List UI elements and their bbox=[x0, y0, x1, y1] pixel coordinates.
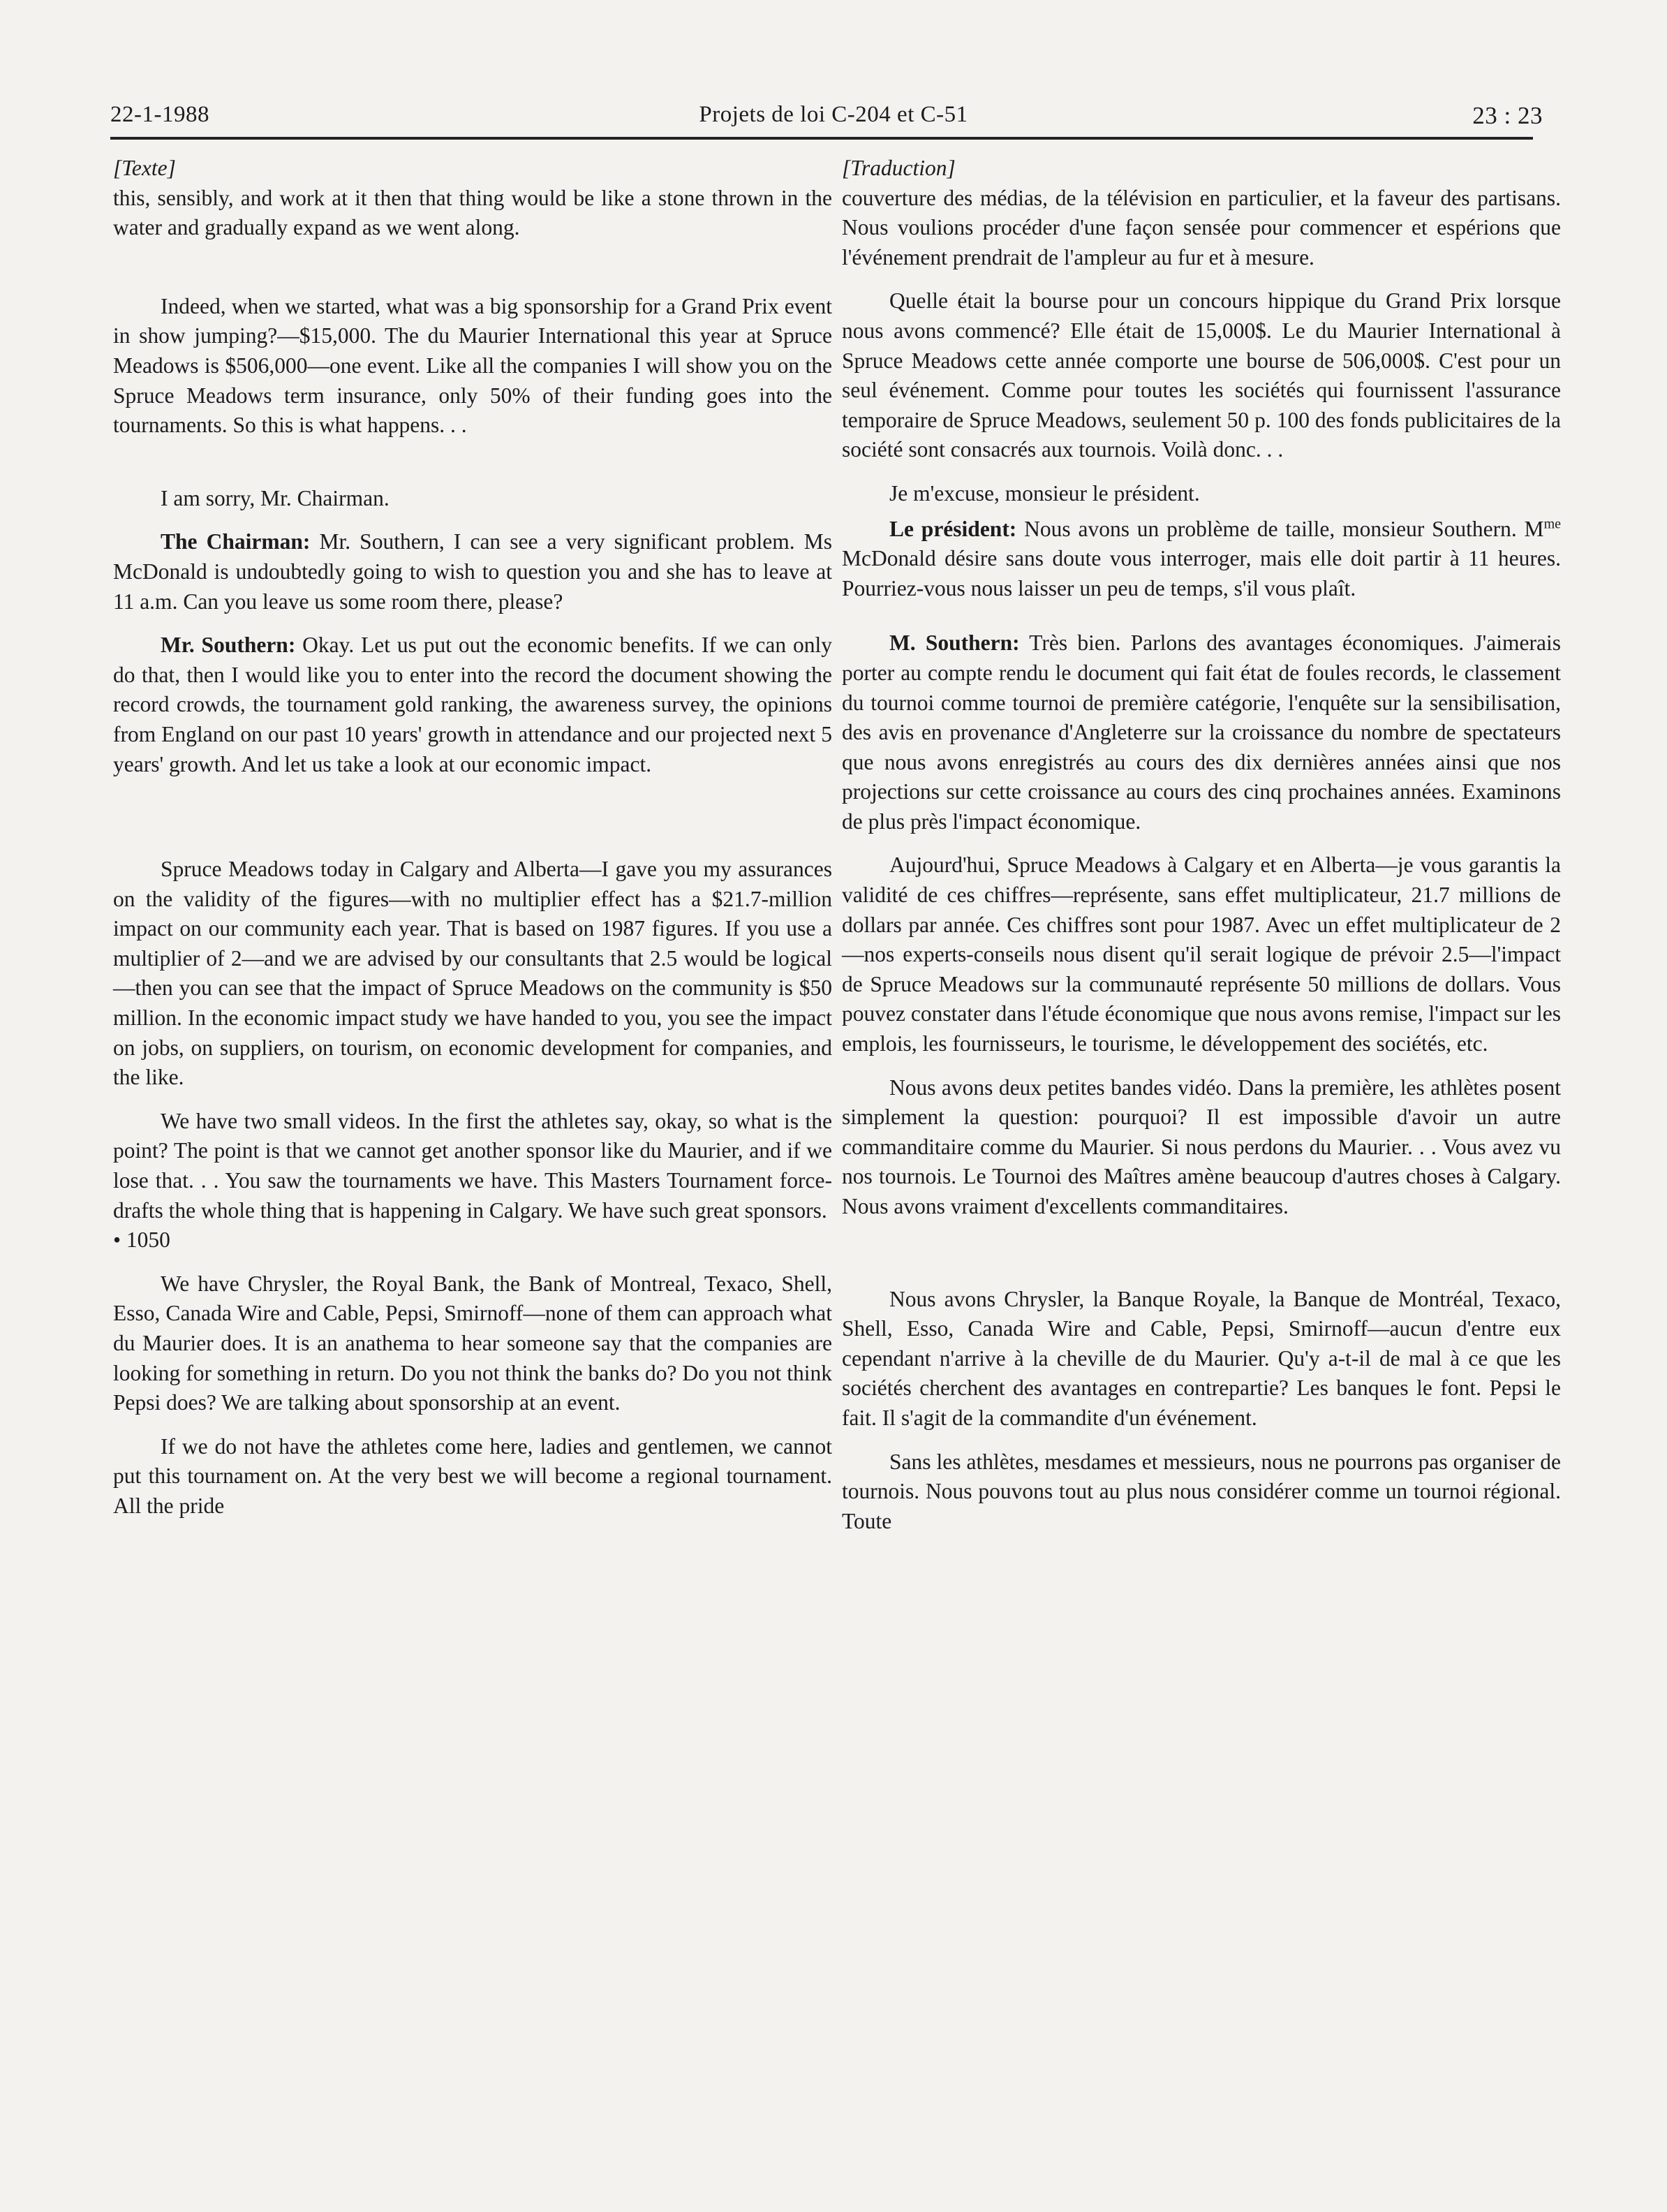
superscript: me bbox=[1543, 516, 1562, 532]
paragraph: We have two small videos. In the first the athletes say, okay, so what is the point? The point is that we cannot get another sponsor like du Maurier, and if we lose that. . . You saw the tournaments we have. This Masters Tournament force-drafts the whole thing that is happening in Calgary. We have such great sponsors. bbox=[113, 1108, 832, 1223]
paragraph bbox=[842, 628, 1561, 836]
paragraph: this, sensibly, and work at it then that thing would be like a stone thrown in the water and gradually expand as we went along. bbox=[113, 185, 832, 240]
speaker-name: Le président: bbox=[889, 516, 1017, 541]
speech-text: Très bien. Parlons des avantages économiques. J'aimerais porter au compte rendu le document qui fait état de foules records, le classement du tournoi comme tournoi de première catégorie, l'enquête sur la sensibilisation, des avis en provenance d'Angleterre sur la croissance du nombre de spectateurs que nous avons enregistrés au cours des dix dernières années ainsi que nos projections sur cette croissance au cours des cinq prochaines années. Examinons de plus près l'impact économique. bbox=[842, 631, 1561, 834]
header-page-number: 23 : 23 bbox=[1472, 102, 1543, 129]
speaker-name: The Chairman: bbox=[161, 529, 311, 554]
header-date: 22-1-1988 bbox=[110, 102, 209, 127]
paragraph: Spruce Meadows today in Calgary and Alberta—I gave you my assurances on the validity of the figures—with no multiplier effect has a $21.7-million impact on our community each year. That is based on 1987 figures. If you use a multiplier of 2—and we are advised by our consultants that 2.5 would be logical—then you can see that the impact of Spruce Meadows on the community is $50 million. In the economic impact study we have handed to you, you see the impact on jobs, on suppliers, on tourism, on economic development for companies, and the like. bbox=[113, 857, 832, 1090]
paragraph: Sans les athlètes, mesdames et messieurs, nous ne pourrons pas organiser de tournois. Nous pouvons tout au plus nous considérer comme un tournoi régional. Toute bbox=[842, 1449, 1561, 1533]
speaker-name: M. Southern: bbox=[889, 631, 1020, 656]
speech-text: McDonald désire sans doute vous interroger, mais elle doit partir à 11 heures. Pourriez-vous nous laisser un peu de temps, s'il vous plaît. bbox=[842, 546, 1561, 600]
paragraph bbox=[113, 631, 832, 779]
header-title: Projets de loi C-204 et C-51 bbox=[699, 102, 968, 127]
column-label: [Texte] bbox=[113, 156, 176, 180]
paragraph bbox=[113, 527, 832, 617]
timestamp: • 1050 bbox=[113, 1227, 170, 1253]
paragraph: Quelle était la bourse pour un concours hippique du Grand Prix lorsque nous avons commencé? Elle était de 15,000$. Le du Maurier International à Spruce Meadows cette année comporte une bourse de 506,000$. C'est pour un seul événement. Comme pour toutes les sociétés qui fournissent l'assurance temporaire de Spruce Meadows, seulement 50 p. 100 des fonds publicitaires de la société sont consacrés aux tournois. Voilà donc. . . bbox=[842, 288, 1561, 462]
paragraph: I am sorry, Mr. Chairman. bbox=[161, 485, 390, 510]
french-column bbox=[842, 154, 1561, 1536]
paragraph: Aujourd'hui, Spruce Meadows à Calgary et en Alberta—je vous garantis la validité de ces chiffres—représente, sans effet multiplicateur, 21.7 millions de dollars par année. Ces chiffres sont pour 1987. Avec un effet multiplicateur de 2—nos experts-conseils nous disent qu'il serait logique de prévoir 2.5—l'impact de Spruce Meadows sur la communauté représente 50 millions de dollars. Vous pouvez constater dans l'étude économique que nous avons remise, l'impact sur les emplois, les fournisseurs, le tourisme, le développement des sociétés, etc. bbox=[842, 853, 1561, 1056]
column-label: [Traduction] bbox=[842, 156, 956, 180]
paragraph: Je m'excuse, monsieur le président. bbox=[889, 480, 1200, 506]
speaker-name: Mr. Southern: bbox=[161, 633, 296, 658]
paragraph: If we do not have the athletes come here, ladies and gentlemen, we cannot put this tournament on. At the very best we will become a regional tournament. All the pride bbox=[113, 1433, 832, 1518]
paragraph bbox=[842, 515, 1561, 604]
paragraph: Indeed, when we started, what was a big sponsorship for a Grand Prix event in show jumping?—$15,000. The du Maurier International this year at Spruce Meadows is $506,000—one event. Like all the companies I will show you on the Spruce Meadows term insurance, only 50% of their funding goes into the tournaments. So this is what happens. . . bbox=[113, 293, 832, 438]
speech-text: Mr. Southern, I can see a very significant problem. Ms McDonald is undoubtedly going to wish to question you and she has to leave at 11 a.m. Can you leave us some room there, please? bbox=[113, 529, 832, 614]
speech-text: Okay. Let us put out the economic benefits. If we can only do that, then I would like you to enter into the record the document showing the record crowds, the tournament gold ranking, the awareness survey, the opinions from England on our past 10 years' growth in attendance and our projected next 5 years' growth. And let us take a look at our economic impact. bbox=[113, 633, 832, 776]
header-rule bbox=[110, 137, 1533, 140]
speech-text: Nous avons un problème de taille, monsieur Southern. M bbox=[1016, 516, 1544, 541]
paragraph: Nous avons Chrysler, la Banque Royale, la Banque de Montréal, Texaco, Shell, Esso, Canada Wire and Cable, Pepsi, Smirnoff—aucun d'entre eux cependant n'arrive à la cheville de du Maurier. Qu'y a-t-il de mal à ce que les sociétés cherchent des avantages en contrepartie? Les banques le font. Pepsi le fait. Il s'agit de la commandite d'un événement. bbox=[842, 1286, 1561, 1430]
paragraph: Nous avons deux petites bandes vidéo. Dans la première, les athlètes posent simplement la question: pourquoi? Il est impossible d'avoir un autre commanditaire comme du Maurier. Si nous perdons du Maurier. . . Vous avez vu nos tournois. Le Tournoi des Maîtres amène beaucoup d'autres choses à Calgary. Nous avons vraiment d'excellents commanditaires. bbox=[842, 1075, 1561, 1218]
paragraph: We have Chrysler, the Royal Bank, the Bank of Montreal, Texaco, Shell, Esso, Canada Wire and Cable, Pepsi, Smirnoff—none of them can approach what du Maurier does. It is an anathema to hear someone say that the companies are looking for something in return. Do you not think the banks do? Do you not think Pepsi does? We are talking about sponsorship at an event. bbox=[113, 1271, 832, 1415]
paragraph: couverture des médias, de la télévision en particulier, et la faveur des partisans. Nous voulions procéder d'une façon sensée pour commencer et espérions que l'événement prendrait de l'ampleur au fur et à mesure. bbox=[842, 185, 1561, 270]
english-column bbox=[113, 154, 832, 1521]
